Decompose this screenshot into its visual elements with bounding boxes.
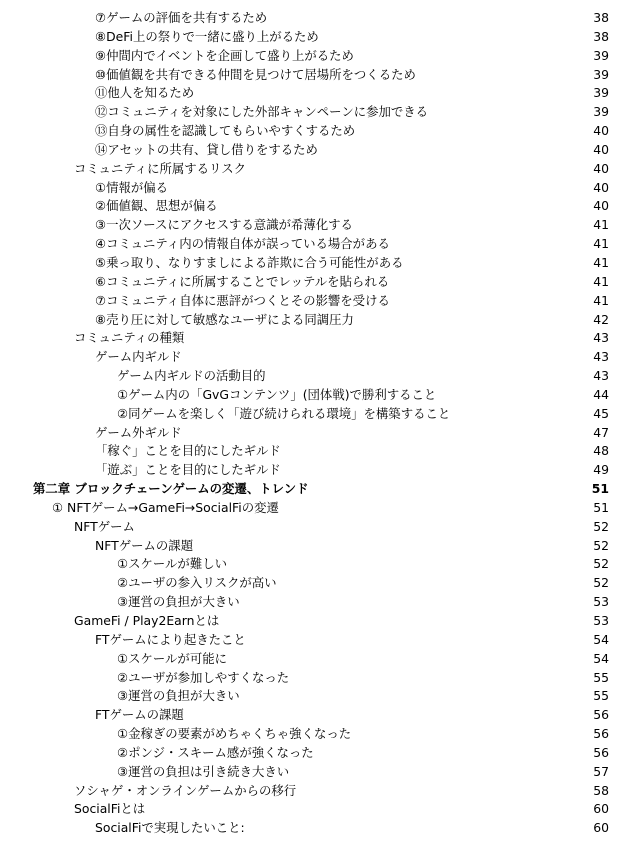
toc-page-number: 40 (593, 123, 609, 139)
toc-entry[interactable] (0, 66, 639, 85)
toc-entry[interactable] (0, 197, 639, 216)
toc-entry[interactable] (0, 292, 639, 311)
toc-page-number: 51 (591, 481, 609, 497)
toc-page-number: 40 (593, 198, 609, 214)
toc-page-number: 43 (593, 368, 609, 384)
toc-entry-title: FTゲームにより起きたこと (95, 631, 246, 647)
toc-page-number: 48 (593, 443, 609, 459)
toc-entry[interactable] (0, 706, 639, 725)
toc-page-number: 56 (593, 707, 609, 723)
toc-entry-title: コミュニティの種類 (74, 330, 185, 346)
toc-entry[interactable] (0, 744, 639, 763)
toc-entry[interactable] (0, 499, 639, 518)
toc-entry[interactable] (0, 235, 639, 254)
toc-entry[interactable] (0, 311, 639, 330)
toc-entry[interactable] (0, 669, 639, 688)
toc-entry-title: ⑥コミュニティに所属することでレッテルを貼られる (95, 273, 390, 289)
toc-entry-title: ⑦コミュニティ自体に悪評がつくとその影響を受ける (95, 292, 390, 308)
toc-entry-title: ソシャゲ・オンラインゲームからの移行 (74, 782, 297, 798)
toc-page-number: 52 (593, 575, 609, 591)
toc-entry-title: ③運営の負担は引き続き大きい (117, 763, 290, 779)
toc-entry[interactable] (0, 555, 639, 574)
toc-entry-title: ⑧売り圧に対して敏感なユーザによる同調圧力 (95, 311, 354, 327)
toc-entry-title: ②ユーザの参入リスクが高い (117, 575, 277, 591)
toc-entry-title: ⑩価値観を共有できる仲間を見つけて居場所をつくるため (95, 66, 416, 82)
toc-page-number: 56 (593, 726, 609, 742)
toc-entry[interactable] (0, 103, 639, 122)
toc-entry[interactable] (0, 725, 639, 744)
toc-entry-title: ⑭アセットの共有、貸し借りをするため (95, 141, 318, 157)
toc-page-number: 40 (593, 160, 609, 176)
toc-entry-title: ①金稼ぎの要素がめちゃくちゃ強くなった (117, 726, 352, 742)
toc-page-number: 49 (593, 462, 609, 478)
toc-entry-title: NFTゲームの課題 (95, 537, 194, 553)
toc-entry[interactable] (0, 819, 639, 838)
toc-page-number: 45 (593, 405, 609, 421)
toc-page-number: 43 (593, 330, 609, 346)
toc-entry-title: ⑬自身の属性を認識してもらいやすくするため (95, 123, 356, 139)
toc-entry[interactable] (0, 122, 639, 141)
toc-page-number: 57 (593, 763, 609, 779)
toc-page-number: 47 (593, 424, 609, 440)
toc-entry[interactable] (0, 631, 639, 650)
toc-entry[interactable] (0, 442, 639, 461)
toc-entry[interactable] (0, 461, 639, 480)
toc-page-number: 58 (593, 782, 609, 798)
toc-entry[interactable] (0, 518, 639, 537)
toc-entry[interactable] (0, 84, 639, 103)
toc-entry[interactable] (0, 348, 639, 367)
toc-entry-title: 「遊ぶ」ことを目的にしたギルド (95, 462, 281, 478)
toc-entry-title: ゲーム内ギルド (95, 349, 182, 365)
toc-entry[interactable] (0, 537, 639, 556)
toc-page-number: 41 (593, 292, 609, 308)
toc-entry-title: ②ポンジ・スキーム感が強くなった (117, 744, 314, 760)
toc-entry-title: ①スケールが可能に (117, 650, 227, 666)
toc-entry[interactable] (0, 612, 639, 631)
toc-entry[interactable] (0, 687, 639, 706)
toc-entry[interactable] (0, 179, 639, 198)
toc-entry[interactable] (0, 28, 639, 47)
toc-entry-title: ①情報が偏る (95, 179, 169, 195)
toc-page-number: 60 (593, 820, 609, 836)
toc-entry[interactable] (0, 254, 639, 273)
toc-page-number: 39 (593, 66, 609, 82)
toc-entry[interactable] (0, 141, 639, 160)
toc-page-number: 39 (593, 104, 609, 120)
toc-page-number: 38 (593, 28, 609, 44)
toc-entry-title: ④コミュニティ内の情報自体が誤っている場合がある (95, 236, 390, 252)
toc-entry-title: SocialFiとは (74, 801, 146, 817)
toc-entry[interactable] (0, 782, 639, 801)
toc-entry[interactable] (0, 9, 639, 28)
toc-entry-title: ②価値観、思想が偏る (95, 198, 218, 214)
toc-entry[interactable] (0, 405, 639, 424)
toc-entry-title: ①ゲーム内の「GvGコンテンツ」(団体戦)で勝利すること (117, 386, 437, 402)
toc-entry[interactable] (0, 160, 639, 179)
toc-page-number: 56 (593, 744, 609, 760)
toc-entry-title: FTゲームの課題 (95, 707, 184, 723)
toc-entry-title: ②ユーザが参加しやすくなった (117, 669, 290, 685)
toc-entry-title: ②同ゲームを楽しく「遊び続けられる環境」を構築すること (117, 405, 451, 421)
toc-page-number: 53 (593, 613, 609, 628)
toc-entry-title: ① NFTゲーム→GameFi→SocialFiの変遷 (52, 499, 279, 515)
toc-entry-title: ①スケールが難しい (117, 556, 227, 572)
toc-page-number: 41 (593, 254, 609, 270)
toc-page-number: 53 (593, 594, 609, 610)
toc-entry-title: ③一次ソースにアクセスする意識が希薄化する (95, 217, 353, 233)
toc-page-number: 52 (593, 537, 609, 553)
toc-entry[interactable] (0, 763, 639, 782)
toc-page-number: 38 (593, 10, 609, 25)
toc-entry[interactable] (0, 593, 639, 612)
toc-entry-title: ③運営の負担が大きい (117, 594, 240, 610)
toc-page-number: 40 (593, 141, 609, 157)
toc-page-number: 54 (593, 650, 609, 666)
toc-page-number: 54 (593, 631, 609, 647)
toc-entry[interactable] (0, 47, 639, 66)
toc-page-number: 52 (593, 556, 609, 572)
toc-page-number: 41 (593, 236, 609, 252)
toc-page-number: 55 (593, 669, 609, 685)
toc-entry[interactable] (0, 216, 639, 235)
toc-entry-title: NFTゲーム (74, 518, 135, 534)
toc-page-number: 41 (593, 273, 609, 289)
toc-entry[interactable] (0, 800, 639, 819)
toc-page-number: 52 (593, 518, 609, 534)
toc-page-number: 39 (593, 85, 609, 101)
chapter-heading-row[interactable] (0, 480, 639, 499)
toc-entry-title: 第二章 ブロックチェーンゲームの変遷、トレンド (33, 481, 309, 497)
toc-entry[interactable] (0, 650, 639, 669)
toc-entry-title: 「稼ぐ」ことを目的にしたギルド (95, 443, 281, 459)
toc-entry-title: ⑦ゲームの評価を共有するため (95, 10, 268, 25)
toc-page-number: 51 (593, 499, 609, 515)
toc-entry[interactable] (0, 329, 639, 348)
toc-page-number: 55 (593, 688, 609, 704)
toc-entry-title: SocialFiで実現したいこと: (95, 820, 245, 836)
toc-page-number: 44 (593, 386, 609, 402)
toc-entry-title: GameFi / Play2Earnとは (74, 613, 220, 628)
toc-entry-title: ⑪他人を知るため (95, 85, 195, 101)
toc-page-number: 40 (593, 179, 609, 195)
toc-entry-title: ⑨仲間内でイベントを企画して盛り上がるため (95, 47, 354, 63)
toc-entry[interactable] (0, 367, 639, 386)
toc-page-number: 43 (593, 349, 609, 365)
toc-page-number: 41 (593, 217, 609, 233)
toc-page-number: 60 (593, 801, 609, 817)
toc-page-number: 42 (593, 311, 609, 327)
toc-entry-title: ⑫コミュニティを対象にした外部キャンペーンに参加できる (95, 104, 429, 120)
toc-entry-title: ⑧DeFi上の祭りで一緒に盛り上がるため (95, 28, 319, 44)
toc-entry[interactable] (0, 386, 639, 405)
toc-entry-title: ⑤乗っ取り、なりすましによる詐欺に合う可能性がある (95, 254, 404, 270)
toc-entry[interactable] (0, 424, 639, 443)
toc-entry[interactable] (0, 273, 639, 292)
toc-entry-title: コミュニティに所属するリスク (74, 160, 246, 176)
toc-page-number: 39 (593, 47, 609, 63)
toc-entry-title: ゲーム内ギルドの活動目的 (117, 368, 266, 384)
toc-entry-title: ゲーム外ギルド (95, 424, 182, 440)
toc-entry-title: ③運営の負担が大きい (117, 688, 240, 704)
toc-entry[interactable] (0, 574, 639, 593)
